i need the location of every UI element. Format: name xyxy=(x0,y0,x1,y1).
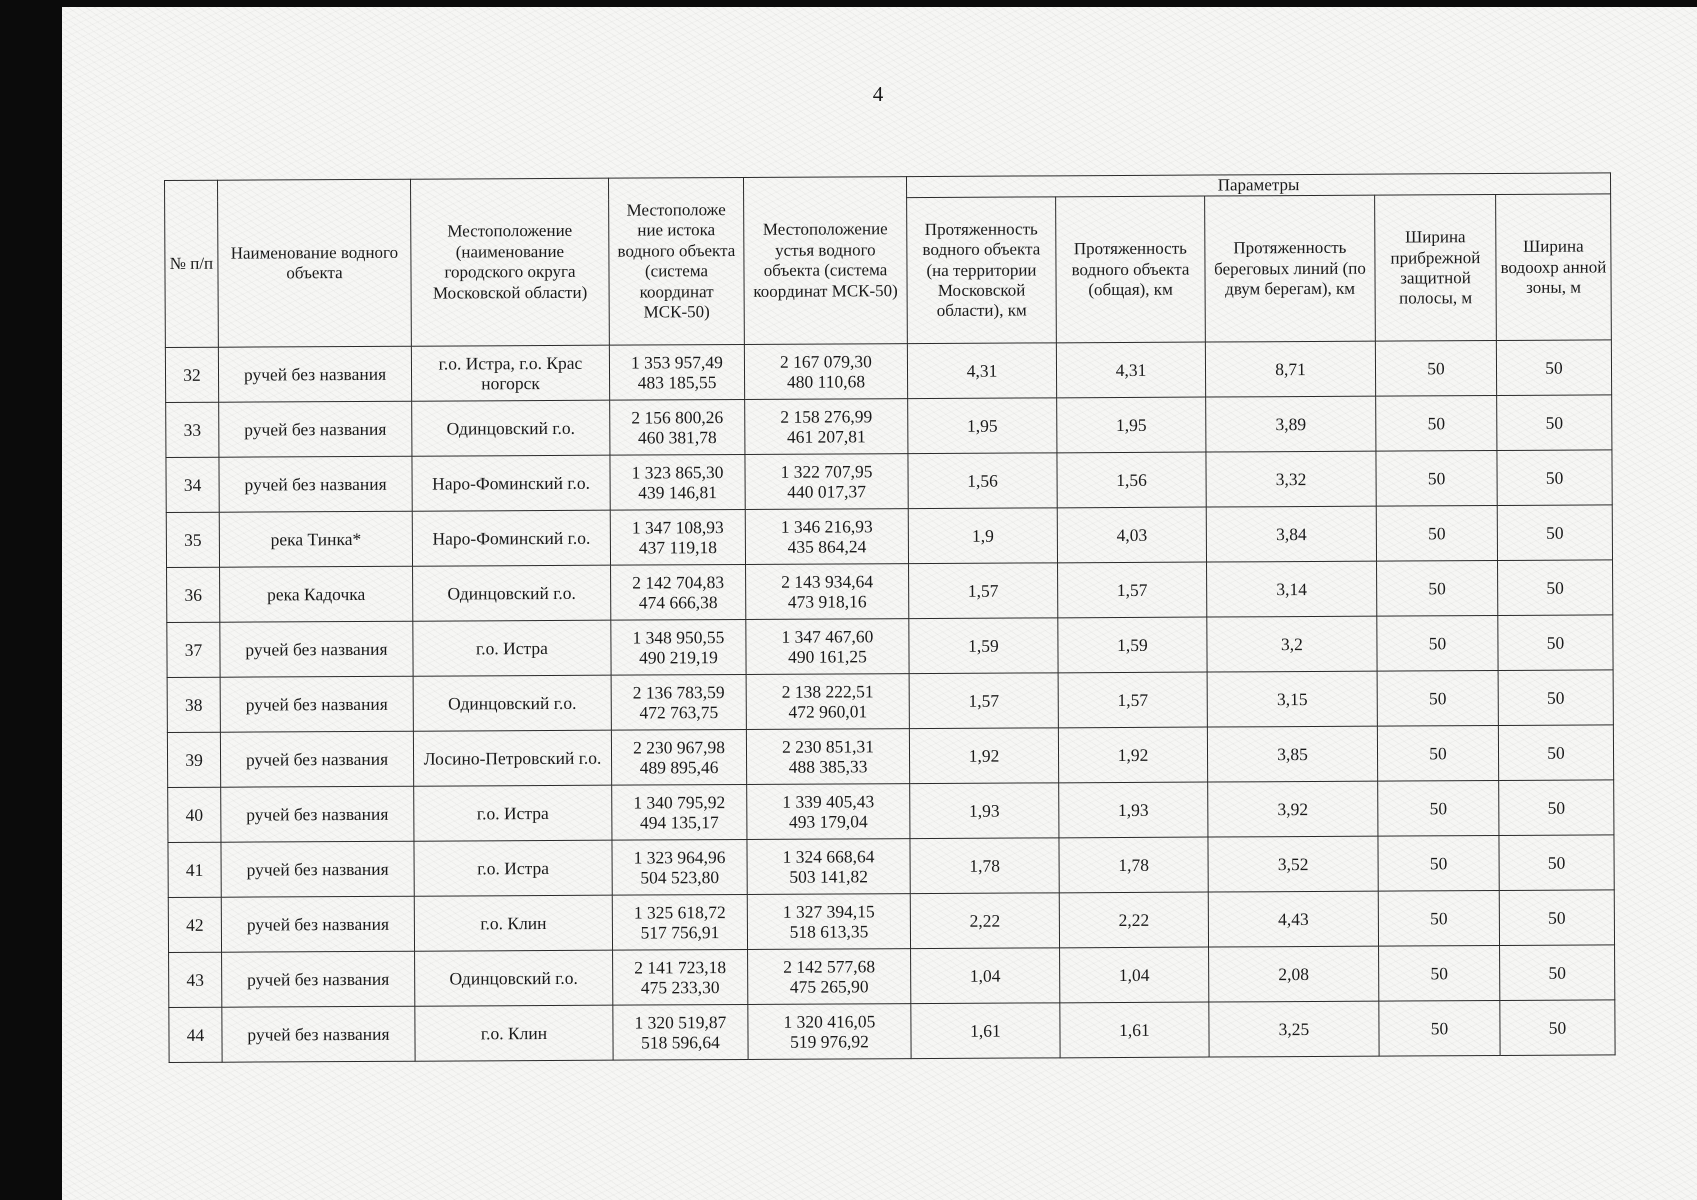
cell-banks: 4,43 xyxy=(1208,892,1378,948)
cell-mouth xyxy=(746,729,909,785)
cell-water-zone: 50 xyxy=(1497,450,1612,506)
cell-name: ручей без названия xyxy=(220,732,413,788)
cell-location: г.о. Истра xyxy=(414,841,612,897)
cell-num: 41 xyxy=(168,843,221,898)
cell-length-region: 1,93 xyxy=(910,783,1059,839)
cell-length-total: 1,92 xyxy=(1058,727,1207,783)
cell-num: 43 xyxy=(169,953,222,1008)
cell-coastal-strip: 50 xyxy=(1375,341,1496,397)
cell-name: ручей без названия xyxy=(221,787,414,843)
cell-source xyxy=(609,345,744,401)
cell-source-line-2: 489 895,46 xyxy=(639,757,719,778)
cell-banks: 3,84 xyxy=(1206,507,1376,563)
table-body xyxy=(165,340,1615,1063)
cell-length-region: 2,22 xyxy=(910,893,1059,949)
cell-mouth-line-2: 435 864,24 xyxy=(787,536,867,558)
cell-mouth-line-2: 440 017,37 xyxy=(787,481,867,503)
cell-length-total: 4,03 xyxy=(1057,507,1206,563)
cell-name: река Кадочка xyxy=(220,567,413,623)
cell-source-line-2: 475 233,30 xyxy=(640,977,720,998)
cell-banks: 3,25 xyxy=(1209,1002,1379,1058)
cell-source-line-2: 460 381,78 xyxy=(637,427,717,448)
cell-mouth-line-2: 490 161,25 xyxy=(788,646,867,668)
cell-source xyxy=(611,730,746,786)
cell-name: ручей без названия xyxy=(220,622,413,678)
cell-length-region: 1,57 xyxy=(909,673,1058,729)
header-water-zone: Ширина водоохр анной зоны, м xyxy=(1496,194,1612,341)
cell-coastal-strip: 50 xyxy=(1378,891,1499,947)
header-num: № п/п xyxy=(165,180,219,348)
cell-mouth-line-1: 2 143 934,64 xyxy=(781,571,874,592)
table-row xyxy=(167,725,1613,788)
cell-source xyxy=(610,510,745,566)
cell-location: Одинцовский г.о. xyxy=(415,951,613,1007)
cell-source-line-2: 472 763,75 xyxy=(639,702,719,723)
cell-mouth xyxy=(747,894,910,950)
cell-name: ручей без названия xyxy=(219,402,412,458)
header-mouth: Местоположение устья водного объекта (система координат МСК-50) xyxy=(743,177,907,345)
cell-length-region: 1,78 xyxy=(910,838,1059,894)
cell-length-region: 1,59 xyxy=(909,618,1058,674)
cell-source xyxy=(613,950,748,1006)
cell-source-line-2: 437 119,18 xyxy=(638,537,718,558)
cell-water-zone: 50 xyxy=(1500,1000,1615,1056)
cell-source-line-2: 474 666,38 xyxy=(638,592,718,613)
cell-banks: 3,85 xyxy=(1207,727,1377,783)
cell-source-line-1: 1 323 964,96 xyxy=(633,846,726,868)
cell-mouth xyxy=(747,784,910,840)
cell-name: ручей без названия xyxy=(222,1007,415,1063)
cell-coastal-strip: 50 xyxy=(1377,671,1498,727)
cell-source-line-2: 518 596,64 xyxy=(641,1032,720,1053)
cell-name: ручей без названия xyxy=(222,952,415,1008)
cell-banks: 3,15 xyxy=(1207,672,1377,728)
cell-location: г.о. Истра xyxy=(413,621,611,677)
cell-mouth-line-1: 2 158 276,99 xyxy=(780,406,873,427)
cell-mouth xyxy=(745,454,908,510)
table-row xyxy=(167,560,1613,623)
cell-length-region: 4,31 xyxy=(907,343,1056,399)
cell-source-line-2: 504 523,80 xyxy=(640,867,720,888)
cell-source xyxy=(612,895,747,951)
cell-mouth xyxy=(747,839,910,895)
cell-length-total: 1,95 xyxy=(1057,397,1206,453)
cell-length-region: 1,95 xyxy=(908,398,1057,454)
cell-coastal-strip: 50 xyxy=(1377,616,1498,672)
cell-num: 38 xyxy=(167,678,220,733)
cell-length-total: 1,04 xyxy=(1060,947,1209,1003)
table-row xyxy=(167,615,1613,678)
cell-water-zone: 50 xyxy=(1498,615,1613,671)
cell-length-total: 1,57 xyxy=(1058,672,1207,728)
cell-banks: 3,2 xyxy=(1207,617,1377,673)
cell-length-total: 2,22 xyxy=(1059,892,1208,948)
cell-mouth xyxy=(745,399,908,455)
cell-source-line-1: 2 141 723,18 xyxy=(634,956,727,978)
cell-coastal-strip: 50 xyxy=(1376,506,1497,562)
cell-name: ручей без названия xyxy=(221,897,414,953)
cell-mouth-line-1: 1 320 416,05 xyxy=(783,1011,876,1032)
cell-num: 36 xyxy=(167,568,220,623)
cell-source-line-1: 1 347 108,93 xyxy=(631,516,724,538)
cell-length-region: 1,57 xyxy=(909,563,1058,619)
cell-mouth-line-1: 1 346 216,93 xyxy=(780,516,873,537)
cell-coastal-strip: 50 xyxy=(1377,726,1498,782)
cell-banks: 3,89 xyxy=(1206,397,1376,453)
cell-length-total: 1,61 xyxy=(1060,1002,1209,1058)
cell-mouth-line-2: 519 976,92 xyxy=(790,1031,869,1053)
cell-source-line-1: 2 230 967,98 xyxy=(632,736,725,758)
cell-length-total: 1,57 xyxy=(1058,562,1207,618)
cell-water-zone: 50 xyxy=(1496,340,1611,396)
cell-mouth xyxy=(744,344,907,400)
table-row xyxy=(169,1000,1615,1063)
water-objects-table xyxy=(164,172,1616,1063)
cell-name: ручей без названия xyxy=(219,457,412,513)
header-coastal-strip: Ширина прибрежной защитной полосы, м xyxy=(1375,195,1497,342)
cell-water-zone: 50 xyxy=(1499,780,1614,836)
cell-location: Одинцовский г.о. xyxy=(413,676,611,732)
table-row xyxy=(168,890,1614,953)
cell-mouth-line-1: 1 327 394,15 xyxy=(782,901,875,922)
cell-mouth-line-2: 503 141,82 xyxy=(789,866,869,888)
cell-num: 33 xyxy=(166,403,219,458)
cell-coastal-strip: 50 xyxy=(1377,561,1498,617)
cell-name: ручей без названия xyxy=(218,347,411,403)
cell-num: 34 xyxy=(166,458,219,513)
cell-mouth-line-2: 461 207,81 xyxy=(786,426,866,448)
cell-num: 44 xyxy=(169,1008,222,1063)
cell-num: 32 xyxy=(165,348,218,403)
cell-mouth-line-1: 1 322 707,95 xyxy=(780,461,873,482)
cell-coastal-strip: 50 xyxy=(1376,396,1497,452)
cell-source-line-1: 2 142 704,83 xyxy=(632,571,725,593)
cell-mouth xyxy=(746,674,909,730)
cell-length-region: 1,61 xyxy=(911,1003,1060,1059)
cell-banks: 3,52 xyxy=(1208,837,1378,893)
table-row xyxy=(166,395,1612,458)
cell-water-zone: 50 xyxy=(1500,945,1615,1001)
cell-banks: 2,08 xyxy=(1209,947,1379,1003)
cell-length-region: 1,56 xyxy=(908,453,1057,509)
header-location: Местоположение (наименование городского округа Московской области) xyxy=(410,178,609,346)
cell-water-zone: 50 xyxy=(1499,890,1614,946)
cell-mouth-line-1: 2 138 222,51 xyxy=(781,681,874,702)
cell-coastal-strip: 50 xyxy=(1376,451,1497,507)
table-row xyxy=(169,945,1615,1008)
header-source: Местоположе ние истока водного объекта (система координат МСК-50) xyxy=(608,177,744,345)
page-number: 4 xyxy=(872,82,884,106)
cell-source-line-1: 1 348 950,55 xyxy=(632,626,725,648)
cell-location: Наро-Фоминский г.о. xyxy=(412,511,610,567)
header-length-region: Протяженность водного объекта (на территории Московской области), км xyxy=(907,197,1057,344)
table-row xyxy=(166,450,1612,513)
cell-coastal-strip: 50 xyxy=(1379,1001,1500,1057)
cell-mouth xyxy=(745,509,908,565)
cell-mouth xyxy=(748,949,911,1005)
cell-location: Наро-Фоминский г.о. xyxy=(412,456,610,512)
cell-source xyxy=(612,840,747,896)
cell-source-line-2: 494 135,17 xyxy=(639,812,719,833)
cell-source xyxy=(611,620,746,676)
cell-water-zone: 50 xyxy=(1497,505,1612,561)
cell-length-total: 1,56 xyxy=(1057,452,1206,508)
table-row xyxy=(166,505,1612,568)
cell-source-line-1: 1 320 519,87 xyxy=(634,1011,727,1033)
header-length-total: Протяженность водного объекта (общая), км xyxy=(1056,196,1206,343)
cell-source-line-2: 483 185,55 xyxy=(637,372,717,393)
cell-mouth xyxy=(748,1004,911,1060)
cell-water-zone: 50 xyxy=(1498,670,1613,726)
cell-water-zone: 50 xyxy=(1498,560,1613,616)
header-parameters-group: Параметры xyxy=(906,173,1610,198)
cell-source-line-2: 490 219,19 xyxy=(639,647,718,668)
cell-source-line-1: 1 340 795,92 xyxy=(633,791,726,813)
cell-banks: 3,32 xyxy=(1206,452,1376,508)
cell-mouth-line-2: 518 613,35 xyxy=(789,921,869,943)
cell-source xyxy=(611,565,746,621)
cell-source xyxy=(612,785,747,841)
cell-location: г.о. Клин xyxy=(415,1006,613,1062)
cell-mouth-line-1: 2 142 577,68 xyxy=(783,956,876,977)
scan-border-top xyxy=(0,0,1697,7)
cell-length-region: 1,9 xyxy=(908,508,1057,564)
cell-length-total: 4,31 xyxy=(1056,342,1205,398)
header-name: Наименование водного объекта xyxy=(218,179,412,347)
cell-num: 39 xyxy=(167,733,220,788)
scan-border-left xyxy=(0,0,62,1200)
cell-num: 35 xyxy=(166,513,219,568)
cell-mouth-line-2: 473 918,16 xyxy=(787,591,867,613)
cell-banks: 3,92 xyxy=(1208,782,1378,838)
cell-source-line-1: 1 323 865,30 xyxy=(631,461,724,483)
cell-mouth-line-1: 2 167 079,30 xyxy=(779,351,872,372)
table-header xyxy=(165,173,1612,348)
cell-source-line-1: 2 156 800,26 xyxy=(631,406,724,428)
cell-length-total: 1,59 xyxy=(1058,617,1207,673)
cell-coastal-strip: 50 xyxy=(1378,836,1499,892)
cell-length-total: 1,93 xyxy=(1059,782,1208,838)
cell-location: г.о. Истра xyxy=(414,786,612,842)
cell-location: Одинцовский г.о. xyxy=(413,566,611,622)
cell-coastal-strip: 50 xyxy=(1378,781,1499,837)
cell-length-region: 1,92 xyxy=(909,728,1058,784)
cell-length-region: 1,04 xyxy=(911,948,1060,1004)
cell-num: 42 xyxy=(168,898,221,953)
cell-coastal-strip: 50 xyxy=(1379,946,1500,1002)
cell-mouth-line-2: 475 265,90 xyxy=(789,976,869,998)
table-row xyxy=(168,835,1614,898)
cell-mouth-line-2: 493 179,04 xyxy=(788,811,868,833)
cell-mouth-line-1: 1 324 668,64 xyxy=(782,846,875,867)
cell-banks: 3,14 xyxy=(1207,562,1377,618)
cell-source xyxy=(611,675,746,731)
table-row xyxy=(165,340,1611,403)
cell-name: ручей без названия xyxy=(221,842,414,898)
cell-location: Одинцовский г.о. xyxy=(412,401,610,457)
cell-source xyxy=(610,400,745,456)
cell-source-line-1: 2 136 783,59 xyxy=(632,681,725,703)
cell-location: Лосино-Петровский г.о. xyxy=(413,731,611,787)
cell-banks: 8,71 xyxy=(1205,342,1375,398)
cell-mouth-line-2: 472 960,01 xyxy=(788,701,868,723)
table-row xyxy=(168,780,1614,843)
cell-mouth-line-1: 1 339 405,43 xyxy=(782,791,875,812)
cell-location: г.о. Клин xyxy=(414,896,612,952)
cell-name: река Тинка* xyxy=(219,512,412,568)
table-row xyxy=(167,670,1613,733)
header-banks: Протяженность береговых линий (по двум берегам), км xyxy=(1205,196,1376,343)
cell-location: г.о. Истра, г.о. Крас ногорск xyxy=(411,346,609,402)
cell-water-zone: 50 xyxy=(1498,725,1613,781)
cell-source-line-2: 439 146,81 xyxy=(638,482,718,503)
cell-source-line-1: 1 325 618,72 xyxy=(633,901,726,923)
cell-name: ручей без названия xyxy=(220,677,413,733)
cell-mouth xyxy=(746,564,909,620)
cell-length-total: 1,78 xyxy=(1059,837,1208,893)
cell-num: 37 xyxy=(167,623,220,678)
cell-mouth-line-2: 488 385,33 xyxy=(788,756,868,778)
cell-water-zone: 50 xyxy=(1499,835,1614,891)
cell-num: 40 xyxy=(168,788,221,843)
cell-mouth-line-1: 2 230 851,31 xyxy=(781,736,874,757)
cell-mouth xyxy=(746,619,909,675)
cell-mouth-line-2: 480 110,68 xyxy=(786,371,866,393)
cell-source xyxy=(613,1005,748,1061)
cell-source-line-2: 517 756,91 xyxy=(640,922,720,943)
cell-source xyxy=(610,455,745,511)
cell-mouth-line-1: 1 347 467,60 xyxy=(781,626,874,647)
cell-water-zone: 50 xyxy=(1497,395,1612,451)
cell-source-line-1: 1 353 957,49 xyxy=(630,351,723,373)
